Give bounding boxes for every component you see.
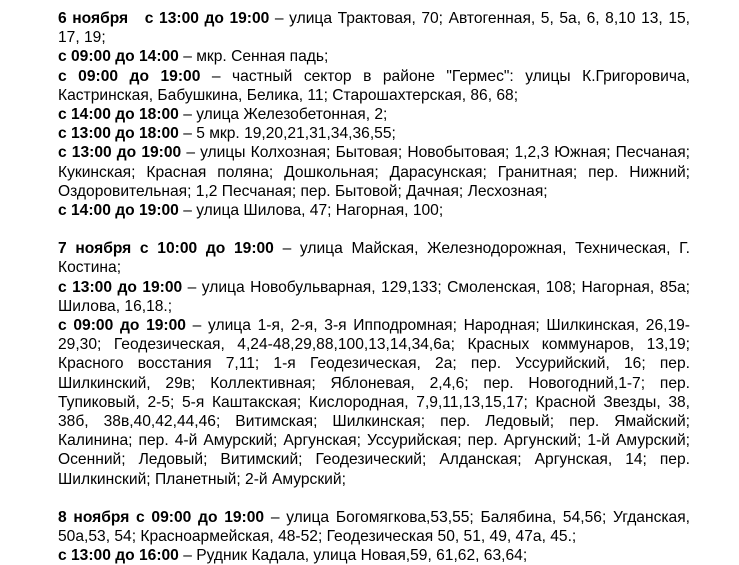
entry-text: – улица Майская, Железнодорожная, Техническая, Г. Костина;: [58, 240, 690, 277]
entry-time: с 13:00 до 19:00: [58, 144, 182, 162]
entry-time: с 09:00 до 14:00: [58, 48, 179, 66]
entry-time: с 09:00 до 19:00: [58, 317, 186, 335]
entry-text: – 5 мкр. 19,20,21,31,34,36,55;: [178, 125, 396, 143]
section-nov-6: [58, 9, 690, 220]
schedule-entry: [58, 124, 690, 143]
entry-text: – улица 1-я, 2-я, 3-я Ипподромная; Народная; Шилкинская, 26,19-29,30; Геодезическая, 4,24-48,29,88,100,13,14,34,6а; Красных коммунаров, 13,19; Красного восстания 7,11; 1-я Геодезическая, 2а; пер. Уссурийский, 16; пер. Шилкинский, 29в; Коллективная; Яблоневая, 2,4,6; пер. Новогодний,1-7; пер. Тупиковый, 2-5; 5-я Каштакская; Кислородная, 7,9,11,13,15,17; Красной Звезды, 38, 38б, 38в,40,42,44,46; Витимская; Шилкинская; пер. Ледовый; пер. Ямайский; Калинина; пер. 4-й Амурский; Аргунская; Уссурийская; пер. Аргунский; 1-й Амурский; Осенний; Ледовый; Витимский; Геодезический; Алданская; Аргунская, 14; пер. Шилкинский; Планетный; 2-й Амурский;: [58, 317, 691, 488]
schedule-entry: [58, 239, 690, 277]
entry-text: – мкр. Сенная падь;: [178, 48, 329, 66]
entry-text: – Рудник Кадала, улица Новая,59, 61,62, 63,64;: [178, 547, 528, 565]
entry-text: – улица Новобульварная, 129,133; Смоленская, 108; Нагорная, 85а; Шилова, 16,18.;: [58, 278, 690, 315]
entry-time: с 14:00 до 19:00: [58, 202, 179, 220]
schedule-entry: [58, 546, 690, 565]
section-divider: [58, 489, 690, 508]
entry-text: – улица Богомягкова,53,55; Балябина, 54,56; Угданская, 50а,53, 54; Красноармейская, 48-52; Геодезическая 50, 51, 49, 47а, 45.;: [58, 508, 690, 546]
schedule-entry: [58, 278, 690, 316]
entry-text: – частный сектор в районе "Гермес": улицы К.Григоровича, Кастринская, Бабушкина, Белика, 11; Старошахтерская, 86, 68;: [58, 67, 690, 104]
entry-text: – улица Железобетонная, 2;: [178, 106, 388, 124]
schedule-entry: [58, 105, 690, 124]
schedule-entry: [58, 47, 690, 66]
section-divider: [58, 220, 690, 239]
outage-schedule-document: [58, 9, 690, 565]
schedule-entry: [58, 508, 690, 546]
entry-time: 6 ноября с 13:00 до 19:00: [58, 10, 270, 27]
entry-text: – улица Трактовая, 70; Автогенная, 5, 5а, 6, 8,10 13, 15, 17, 19;: [58, 10, 690, 47]
entry-time: 8 ноября с 09:00 до 19:00: [58, 508, 265, 526]
schedule-entry: [58, 143, 690, 201]
section-nov-8: [58, 508, 690, 565]
entry-text: – улицы Колхозная; Бытовая; Новобытовая; 1,2,3 Южная; Песчаная; Кукинская; Красная поляна; Дошкольная; Дарасунская; Гранитная; пер. Нижний; Оздоровительная; 1,2 Песчаная; пер. Бытовой; Дачная; Лесхозная;: [58, 144, 690, 200]
section-nov-7: [58, 239, 690, 489]
entry-time: с 14:00 до 18:00: [58, 106, 179, 124]
entry-time: с 13:00 до 19:00: [58, 278, 183, 296]
entry-time: с 09:00 до 19:00: [58, 67, 201, 85]
entry-time: с 13:00 до 16:00: [58, 547, 179, 565]
entry-text: – улица Шилова, 47; Нагорная, 100;: [178, 202, 444, 220]
entry-time: 7 ноября с 10:00 до 19:00: [58, 240, 274, 258]
schedule-entry: [58, 9, 690, 47]
schedule-entry: [58, 67, 690, 105]
schedule-entry: [58, 201, 690, 220]
entry-time: с 13:00 до 18:00: [58, 125, 179, 143]
schedule-entry: [58, 316, 690, 489]
